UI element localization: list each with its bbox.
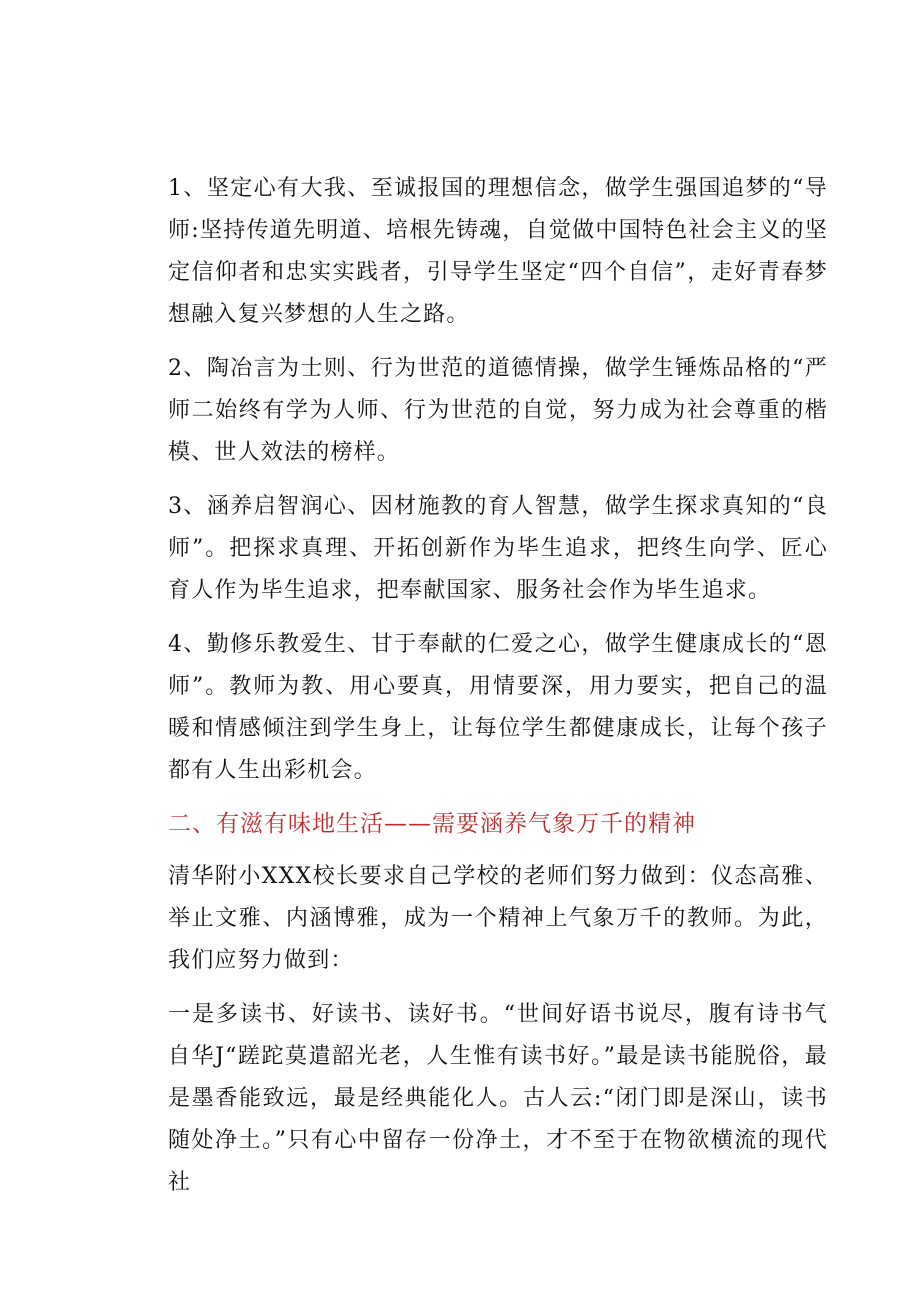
paragraph-4: 4、勤修乐教爱生、甘于奉献的仁爱之心，做学生健康成长的“恩师”。教师为教、用心要真，用情要深，用力要实，把自己的温暖和情感倾注到学生身上，让每位学生都健康成长，让每个孩子都有人生出彩机会。	[168, 632, 828, 783]
section-heading: 二、有滋有味地生活——需要涵养气象万千的精神	[168, 811, 696, 837]
paragraph-6: 一是多读书、好读书、读好书。“世间好语书说尽，腹有诗书气自华J“蹉跎莫遣韶光老，人生惟有读书好。”最是读书能脱俗，最是墨香能致远，最是经典能化人。古人云:“闭门即是深山，读书随处净土。”只有心中留存一份净土，才不至于在物欲横流的现代社	[168, 1002, 828, 1195]
document-body	[168, 168, 828, 1216]
paragraph-1: 1、坚定心有大我、至诚报国的理想信念，做学生强国追梦的“导师:坚持传道先明道、培根先铸魂，自觉做中国特色社会主义的坚定信仰者和忠实实践者，引导学生坚定“四个自信”，走好青春梦想融入复兴梦想的人生之路。	[168, 176, 828, 327]
paragraph-5: 清华附小XXX校长要求自己学校的老师们努力做到：仪态高雅、举止文雅、内涵博雅，成为一个精神上气象万千的教师。为此，我们应努力做到：	[168, 864, 828, 973]
paragraph-2: 2、陶冶言为士则、行为世范的道德情操，做学生锤炼品格的“严师二始终有学为人师、行为世范的自觉，努力成为社会尊重的楷模、世人效法的榜样。	[168, 356, 828, 465]
paragraph-3: 3、涵养启智润心、因材施教的育人智慧，做学生探求真知的“良师”。把探求真理、开拓创新作为毕生追求，把终生向学、匠心育人作为毕生追求，把奉献国家、服务社会作为毕生追求。	[168, 494, 828, 603]
